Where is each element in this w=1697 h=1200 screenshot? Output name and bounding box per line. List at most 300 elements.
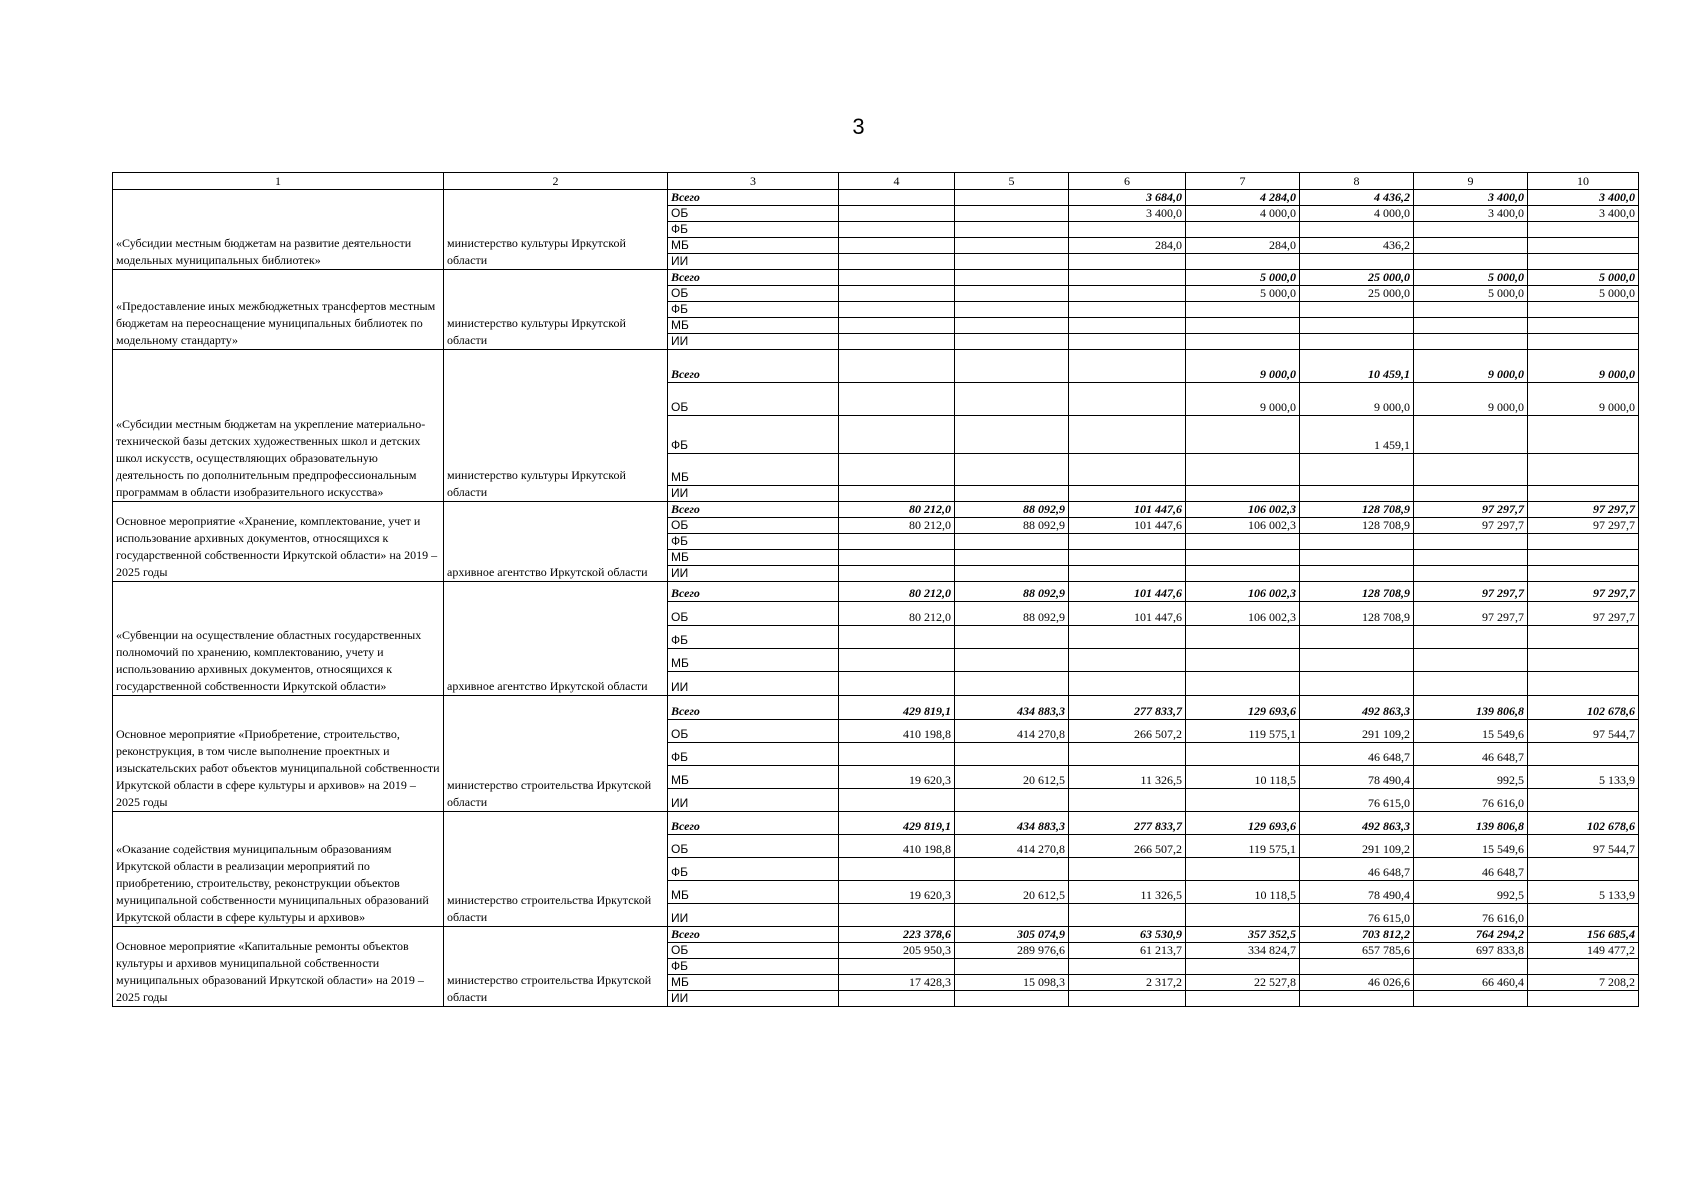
amount-cell bbox=[839, 991, 955, 1007]
amount-cell bbox=[1186, 566, 1300, 582]
amount-cell: 97 297,7 bbox=[1414, 518, 1528, 534]
column-number-header-row bbox=[113, 173, 1639, 190]
amount-cell: 102 678,6 bbox=[1528, 812, 1639, 835]
amount-cell bbox=[955, 190, 1069, 206]
column-number-header: 1 bbox=[113, 173, 444, 190]
activity-title: Основное мероприятие «Приобретение, строительство, реконструкция, в том числе выполнение проектных и изыскательских работ объектов муниципальной собственности Иркутской области в сфере культуры и архивов» на 2019 – 2025 годы bbox=[113, 696, 444, 812]
amount-cell: 88 092,9 bbox=[955, 502, 1069, 518]
amount-cell bbox=[1414, 959, 1528, 975]
amount-cell: 101 447,6 bbox=[1069, 518, 1186, 534]
amount-cell bbox=[839, 858, 955, 881]
amount-cell bbox=[1069, 550, 1186, 566]
amount-cell: 97 297,7 bbox=[1414, 502, 1528, 518]
amount-cell: 88 092,9 bbox=[955, 602, 1069, 626]
amount-cell bbox=[955, 858, 1069, 881]
amount-cell: 3 400,0 bbox=[1414, 206, 1528, 222]
amount-cell: 128 708,9 bbox=[1300, 518, 1414, 534]
amount-cell bbox=[1300, 318, 1414, 334]
funding-source-cell: МБ bbox=[668, 975, 839, 991]
amount-cell bbox=[1069, 454, 1186, 486]
amount-cell: 97 544,7 bbox=[1528, 720, 1639, 743]
amount-cell bbox=[839, 904, 955, 927]
funding-source-cell: ОБ bbox=[668, 943, 839, 959]
amount-cell bbox=[1069, 649, 1186, 672]
amount-cell bbox=[1528, 904, 1639, 927]
amount-cell bbox=[955, 350, 1069, 383]
funding-source-cell: МБ bbox=[668, 454, 839, 486]
amount-cell bbox=[955, 904, 1069, 927]
amount-cell: 334 824,7 bbox=[1186, 943, 1300, 959]
funding-source-cell: ФБ bbox=[668, 626, 839, 649]
table-row bbox=[113, 582, 1639, 602]
amount-cell: 46 648,7 bbox=[1300, 743, 1414, 766]
amount-cell bbox=[1186, 858, 1300, 881]
amount-cell: 119 575,1 bbox=[1186, 720, 1300, 743]
amount-cell bbox=[1414, 626, 1528, 649]
amount-cell: 4 436,2 bbox=[1300, 190, 1414, 206]
amount-cell: 20 612,5 bbox=[955, 766, 1069, 789]
amount-cell: 291 109,2 bbox=[1300, 720, 1414, 743]
amount-cell: 139 806,8 bbox=[1414, 696, 1528, 720]
funding-source-cell: ИИ bbox=[668, 486, 839, 502]
funding-source-cell: Всего bbox=[668, 502, 839, 518]
amount-cell bbox=[1186, 672, 1300, 696]
amount-cell: 149 477,2 bbox=[1528, 943, 1639, 959]
amount-cell bbox=[955, 286, 1069, 302]
amount-cell: 9 000,0 bbox=[1186, 383, 1300, 416]
amount-cell: 106 002,3 bbox=[1186, 602, 1300, 626]
amount-cell bbox=[839, 566, 955, 582]
amount-cell: 992,5 bbox=[1414, 881, 1528, 904]
amount-cell: 3 684,0 bbox=[1069, 190, 1186, 206]
amount-cell: 4 000,0 bbox=[1186, 206, 1300, 222]
amount-cell bbox=[955, 318, 1069, 334]
amount-cell bbox=[1069, 334, 1186, 350]
amount-cell: 129 693,6 bbox=[1186, 812, 1300, 835]
funding-source-cell: ИИ bbox=[668, 991, 839, 1007]
amount-cell bbox=[1528, 302, 1639, 318]
amount-cell: 101 447,6 bbox=[1069, 582, 1186, 602]
amount-cell bbox=[839, 416, 955, 454]
funding-source-cell: ИИ bbox=[668, 566, 839, 582]
column-number-header: 9 bbox=[1414, 173, 1528, 190]
amount-cell bbox=[1528, 486, 1639, 502]
amount-cell bbox=[955, 383, 1069, 416]
amount-cell bbox=[839, 254, 955, 270]
amount-cell: 15 098,3 bbox=[955, 975, 1069, 991]
amount-cell: 15 549,6 bbox=[1414, 835, 1528, 858]
amount-cell bbox=[839, 743, 955, 766]
amount-cell bbox=[955, 206, 1069, 222]
amount-cell bbox=[839, 318, 955, 334]
amount-cell bbox=[1069, 254, 1186, 270]
amount-cell bbox=[1414, 416, 1528, 454]
amount-cell: 697 833,8 bbox=[1414, 943, 1528, 959]
amount-cell: 19 620,3 bbox=[839, 881, 955, 904]
amount-cell: 266 507,2 bbox=[1069, 835, 1186, 858]
amount-cell: 703 812,2 bbox=[1300, 927, 1414, 943]
column-number-header: 2 bbox=[444, 173, 668, 190]
activity-title: «Субсидии местным бюджетам на укрепление материально-технической базы детских художественных школ и детских школ искусств, осуществляющих образовательную деятельность по дополнительным предпрофессиональным программам в области изобразительного искусства» bbox=[113, 350, 444, 502]
amount-cell: 97 297,7 bbox=[1414, 582, 1528, 602]
amount-cell bbox=[1300, 486, 1414, 502]
amount-cell bbox=[839, 222, 955, 238]
amount-cell bbox=[1300, 454, 1414, 486]
amount-cell bbox=[1186, 302, 1300, 318]
amount-cell bbox=[1069, 904, 1186, 927]
amount-cell bbox=[1414, 454, 1528, 486]
amount-cell bbox=[839, 672, 955, 696]
funding-source-cell: ОБ bbox=[668, 383, 839, 416]
amount-cell: 492 863,3 bbox=[1300, 812, 1414, 835]
amount-cell: 410 198,8 bbox=[839, 835, 955, 858]
amount-cell bbox=[1186, 534, 1300, 550]
amount-cell bbox=[1414, 302, 1528, 318]
amount-cell: 9 000,0 bbox=[1300, 383, 1414, 416]
amount-cell bbox=[1069, 416, 1186, 454]
amount-cell: 5 000,0 bbox=[1414, 286, 1528, 302]
amount-cell: 46 648,7 bbox=[1414, 743, 1528, 766]
funding-source-cell: ФБ bbox=[668, 959, 839, 975]
table-row bbox=[113, 350, 1639, 383]
amount-cell: 97 297,7 bbox=[1414, 602, 1528, 626]
funding-source-cell: Всего bbox=[668, 270, 839, 286]
amount-cell bbox=[1300, 254, 1414, 270]
amount-cell bbox=[839, 486, 955, 502]
amount-cell: 63 530,9 bbox=[1069, 927, 1186, 943]
table-row bbox=[113, 270, 1639, 286]
amount-cell: 5 000,0 bbox=[1186, 286, 1300, 302]
amount-cell bbox=[1528, 649, 1639, 672]
amount-cell: 80 212,0 bbox=[839, 582, 955, 602]
amount-cell bbox=[1414, 991, 1528, 1007]
amount-cell: 101 447,6 bbox=[1069, 502, 1186, 518]
funding-source-cell: ИИ bbox=[668, 672, 839, 696]
amount-cell: 492 863,3 bbox=[1300, 696, 1414, 720]
amount-cell bbox=[839, 334, 955, 350]
amount-cell bbox=[839, 534, 955, 550]
amount-cell bbox=[839, 302, 955, 318]
funding-source-cell: ОБ bbox=[668, 835, 839, 858]
amount-cell: 10 118,5 bbox=[1186, 881, 1300, 904]
amount-cell bbox=[1069, 302, 1186, 318]
activity-title: «Предоставление иных межбюджетных трансфертов местным бюджетам на переоснащение муниципальных библиотек по модельному стандарту» bbox=[113, 270, 444, 350]
amount-cell: 46 026,6 bbox=[1300, 975, 1414, 991]
funding-source-cell: Всего bbox=[668, 350, 839, 383]
amount-cell: 106 002,3 bbox=[1186, 502, 1300, 518]
page-number: 3 bbox=[852, 114, 865, 139]
funding-source-cell: МБ bbox=[668, 881, 839, 904]
amount-cell: 156 685,4 bbox=[1528, 927, 1639, 943]
amount-cell bbox=[955, 789, 1069, 812]
amount-cell bbox=[1528, 959, 1639, 975]
amount-cell: 992,5 bbox=[1414, 766, 1528, 789]
column-number-header: 7 bbox=[1186, 173, 1300, 190]
amount-cell bbox=[1300, 991, 1414, 1007]
amount-cell: 3 400,0 bbox=[1069, 206, 1186, 222]
amount-cell: 11 326,5 bbox=[1069, 881, 1186, 904]
amount-cell: 289 976,6 bbox=[955, 943, 1069, 959]
amount-cell bbox=[1528, 454, 1639, 486]
amount-cell bbox=[839, 626, 955, 649]
amount-cell bbox=[1186, 486, 1300, 502]
amount-cell bbox=[1300, 550, 1414, 566]
amount-cell: 9 000,0 bbox=[1186, 350, 1300, 383]
amount-cell bbox=[1069, 286, 1186, 302]
amount-cell: 76 615,0 bbox=[1300, 789, 1414, 812]
table-row bbox=[113, 927, 1639, 943]
amount-cell bbox=[1069, 789, 1186, 812]
amount-cell: 128 708,9 bbox=[1300, 582, 1414, 602]
column-number-header: 5 bbox=[955, 173, 1069, 190]
amount-cell bbox=[1528, 626, 1639, 649]
funding-source-cell: МБ bbox=[668, 318, 839, 334]
amount-cell: 410 198,8 bbox=[839, 720, 955, 743]
amount-cell bbox=[1528, 334, 1639, 350]
amount-cell bbox=[1528, 254, 1639, 270]
amount-cell: 436,2 bbox=[1300, 238, 1414, 254]
funding-source-cell: ФБ bbox=[668, 222, 839, 238]
amount-cell: 106 002,3 bbox=[1186, 518, 1300, 534]
amount-cell: 97 544,7 bbox=[1528, 835, 1639, 858]
amount-cell bbox=[955, 672, 1069, 696]
amount-cell: 46 648,7 bbox=[1300, 858, 1414, 881]
amount-cell bbox=[1300, 222, 1414, 238]
table-row bbox=[113, 696, 1639, 720]
amount-cell: 1 459,1 bbox=[1300, 416, 1414, 454]
amount-cell bbox=[1300, 534, 1414, 550]
amount-cell bbox=[1186, 222, 1300, 238]
amount-cell bbox=[839, 350, 955, 383]
amount-cell: 119 575,1 bbox=[1186, 835, 1300, 858]
amount-cell: 305 074,9 bbox=[955, 927, 1069, 943]
amount-cell: 266 507,2 bbox=[1069, 720, 1186, 743]
column-number-header: 3 bbox=[668, 173, 839, 190]
amount-cell: 106 002,3 bbox=[1186, 582, 1300, 602]
funding-source-cell: МБ bbox=[668, 649, 839, 672]
amount-cell: 9 000,0 bbox=[1528, 383, 1639, 416]
amount-cell bbox=[1186, 959, 1300, 975]
amount-cell bbox=[839, 206, 955, 222]
amount-cell: 357 352,5 bbox=[1186, 927, 1300, 943]
amount-cell bbox=[955, 566, 1069, 582]
amount-cell bbox=[1069, 350, 1186, 383]
amount-cell: 20 612,5 bbox=[955, 881, 1069, 904]
amount-cell: 97 297,7 bbox=[1528, 502, 1639, 518]
amount-cell bbox=[1528, 238, 1639, 254]
amount-cell bbox=[1186, 254, 1300, 270]
amount-cell bbox=[955, 991, 1069, 1007]
amount-cell bbox=[1414, 238, 1528, 254]
amount-cell bbox=[1528, 858, 1639, 881]
amount-cell: 2 317,2 bbox=[1069, 975, 1186, 991]
table-row bbox=[113, 812, 1639, 835]
amount-cell bbox=[839, 383, 955, 416]
amount-cell bbox=[955, 486, 1069, 502]
amount-cell bbox=[1528, 416, 1639, 454]
amount-cell: 88 092,9 bbox=[955, 582, 1069, 602]
amount-cell bbox=[1414, 318, 1528, 334]
amount-cell bbox=[1069, 270, 1186, 286]
amount-cell bbox=[839, 238, 955, 254]
amount-cell: 291 109,2 bbox=[1300, 835, 1414, 858]
amount-cell: 76 615,0 bbox=[1300, 904, 1414, 927]
amount-cell bbox=[1414, 254, 1528, 270]
amount-cell: 11 326,5 bbox=[1069, 766, 1186, 789]
amount-cell bbox=[1069, 318, 1186, 334]
amount-cell bbox=[1528, 550, 1639, 566]
amount-cell: 429 819,1 bbox=[839, 812, 955, 835]
amount-cell bbox=[1414, 534, 1528, 550]
amount-cell: 88 092,9 bbox=[955, 518, 1069, 534]
amount-cell: 10 118,5 bbox=[1186, 766, 1300, 789]
amount-cell bbox=[955, 649, 1069, 672]
amount-cell bbox=[1414, 486, 1528, 502]
amount-cell: 78 490,4 bbox=[1300, 881, 1414, 904]
activity-title: Основное мероприятие «Хранение, комплектование, учет и использование архивных документов, относящихся к государственной собственности Иркутской области» на 2019 – 2025 годы bbox=[113, 502, 444, 582]
amount-cell: 102 678,6 bbox=[1528, 696, 1639, 720]
amount-cell: 46 648,7 bbox=[1414, 858, 1528, 881]
amount-cell: 414 270,8 bbox=[955, 720, 1069, 743]
amount-cell bbox=[1528, 534, 1639, 550]
amount-cell: 5 000,0 bbox=[1528, 286, 1639, 302]
amount-cell: 5 133,9 bbox=[1528, 881, 1639, 904]
column-number-header: 4 bbox=[839, 173, 955, 190]
amount-cell: 76 616,0 bbox=[1414, 904, 1528, 927]
amount-cell: 284,0 bbox=[1069, 238, 1186, 254]
amount-cell bbox=[1414, 672, 1528, 696]
amount-cell bbox=[1528, 743, 1639, 766]
amount-cell bbox=[1300, 672, 1414, 696]
amount-cell bbox=[1186, 550, 1300, 566]
amount-cell: 429 819,1 bbox=[839, 696, 955, 720]
funding-source-cell: МБ bbox=[668, 766, 839, 789]
amount-cell bbox=[1186, 649, 1300, 672]
funding-source-cell: ФБ bbox=[668, 416, 839, 454]
funding-source-cell: ОБ bbox=[668, 602, 839, 626]
budget-table bbox=[112, 172, 1639, 1007]
amount-cell bbox=[955, 222, 1069, 238]
amount-cell bbox=[1528, 318, 1639, 334]
amount-cell bbox=[1300, 959, 1414, 975]
amount-cell bbox=[1300, 566, 1414, 582]
amount-cell bbox=[955, 238, 1069, 254]
amount-cell bbox=[1069, 383, 1186, 416]
column-number-header: 10 bbox=[1528, 173, 1639, 190]
amount-cell: 97 297,7 bbox=[1528, 602, 1639, 626]
amount-cell bbox=[1069, 566, 1186, 582]
executor-cell: министерство строительства Иркутской области bbox=[444, 696, 668, 812]
amount-cell bbox=[1528, 672, 1639, 696]
amount-cell bbox=[839, 270, 955, 286]
amount-cell bbox=[1069, 672, 1186, 696]
amount-cell bbox=[1186, 318, 1300, 334]
amount-cell: 80 212,0 bbox=[839, 502, 955, 518]
amount-cell: 277 833,7 bbox=[1069, 812, 1186, 835]
amount-cell: 223 378,6 bbox=[839, 927, 955, 943]
amount-cell bbox=[955, 454, 1069, 486]
amount-cell: 7 208,2 bbox=[1528, 975, 1639, 991]
amount-cell: 97 297,7 bbox=[1528, 582, 1639, 602]
amount-cell: 3 400,0 bbox=[1528, 206, 1639, 222]
amount-cell: 434 883,3 bbox=[955, 812, 1069, 835]
amount-cell bbox=[1186, 991, 1300, 1007]
amount-cell bbox=[955, 416, 1069, 454]
amount-cell: 101 447,6 bbox=[1069, 602, 1186, 626]
funding-source-cell: Всего bbox=[668, 582, 839, 602]
amount-cell bbox=[955, 743, 1069, 766]
amount-cell bbox=[1069, 959, 1186, 975]
funding-source-cell: МБ bbox=[668, 238, 839, 254]
executor-cell: министерство строительства Иркутской области bbox=[444, 812, 668, 927]
amount-cell: 22 527,8 bbox=[1186, 975, 1300, 991]
amount-cell: 9 000,0 bbox=[1414, 383, 1528, 416]
funding-source-cell: ОБ bbox=[668, 518, 839, 534]
amount-cell: 128 708,9 bbox=[1300, 502, 1414, 518]
amount-cell: 5 133,9 bbox=[1528, 766, 1639, 789]
amount-cell bbox=[955, 550, 1069, 566]
funding-source-cell: ОБ bbox=[668, 286, 839, 302]
amount-cell: 10 459,1 bbox=[1300, 350, 1414, 383]
amount-cell bbox=[1414, 334, 1528, 350]
amount-cell: 3 400,0 bbox=[1414, 190, 1528, 206]
amount-cell bbox=[1186, 743, 1300, 766]
executor-cell: министерство культуры Иркутской области bbox=[444, 190, 668, 270]
amount-cell bbox=[1186, 626, 1300, 649]
funding-source-cell: ОБ bbox=[668, 720, 839, 743]
amount-cell bbox=[955, 959, 1069, 975]
funding-source-cell: ФБ bbox=[668, 858, 839, 881]
amount-cell bbox=[1069, 486, 1186, 502]
funding-source-cell: ИИ bbox=[668, 789, 839, 812]
amount-cell: 434 883,3 bbox=[955, 696, 1069, 720]
amount-cell bbox=[955, 626, 1069, 649]
amount-cell: 25 000,0 bbox=[1300, 270, 1414, 286]
amount-cell bbox=[839, 959, 955, 975]
activity-title: «Субвенции на осуществление областных государственных полномочий по хранению, комплектованию, учету и использованию архивных документов, относящихся к государственной собственности Иркутской области» bbox=[113, 582, 444, 696]
amount-cell: 284,0 bbox=[1186, 238, 1300, 254]
amount-cell bbox=[839, 286, 955, 302]
amount-cell bbox=[1186, 904, 1300, 927]
amount-cell: 3 400,0 bbox=[1528, 190, 1639, 206]
amount-cell bbox=[1300, 302, 1414, 318]
amount-cell: 4 284,0 bbox=[1186, 190, 1300, 206]
funding-source-cell: ФБ bbox=[668, 743, 839, 766]
funding-source-cell: ФБ bbox=[668, 302, 839, 318]
amount-cell: 97 297,7 bbox=[1528, 518, 1639, 534]
amount-cell bbox=[1528, 222, 1639, 238]
amount-cell bbox=[955, 270, 1069, 286]
amount-cell: 128 708,9 bbox=[1300, 602, 1414, 626]
amount-cell bbox=[1414, 222, 1528, 238]
table-row bbox=[113, 502, 1639, 518]
amount-cell: 129 693,6 bbox=[1186, 696, 1300, 720]
activity-title: «Оказание содействия муниципальным образованиям Иркутской области в реализации мероприятий по приобретению, строительству, реконструкции объектов муниципальной собственности муниципальных образований Иркутской области в сфере культуры и архивов» bbox=[113, 812, 444, 927]
funding-source-cell: Всего bbox=[668, 696, 839, 720]
amount-cell bbox=[1300, 334, 1414, 350]
funding-source-cell: ИИ bbox=[668, 904, 839, 927]
amount-cell bbox=[839, 649, 955, 672]
amount-cell bbox=[955, 302, 1069, 318]
amount-cell bbox=[1186, 789, 1300, 812]
amount-cell: 9 000,0 bbox=[1528, 350, 1639, 383]
amount-cell: 657 785,6 bbox=[1300, 943, 1414, 959]
amount-cell: 5 000,0 bbox=[1186, 270, 1300, 286]
table-body bbox=[113, 173, 1639, 1007]
executor-cell: министерство культуры Иркутской области bbox=[444, 270, 668, 350]
funding-source-cell: Всего bbox=[668, 812, 839, 835]
amount-cell bbox=[1414, 649, 1528, 672]
